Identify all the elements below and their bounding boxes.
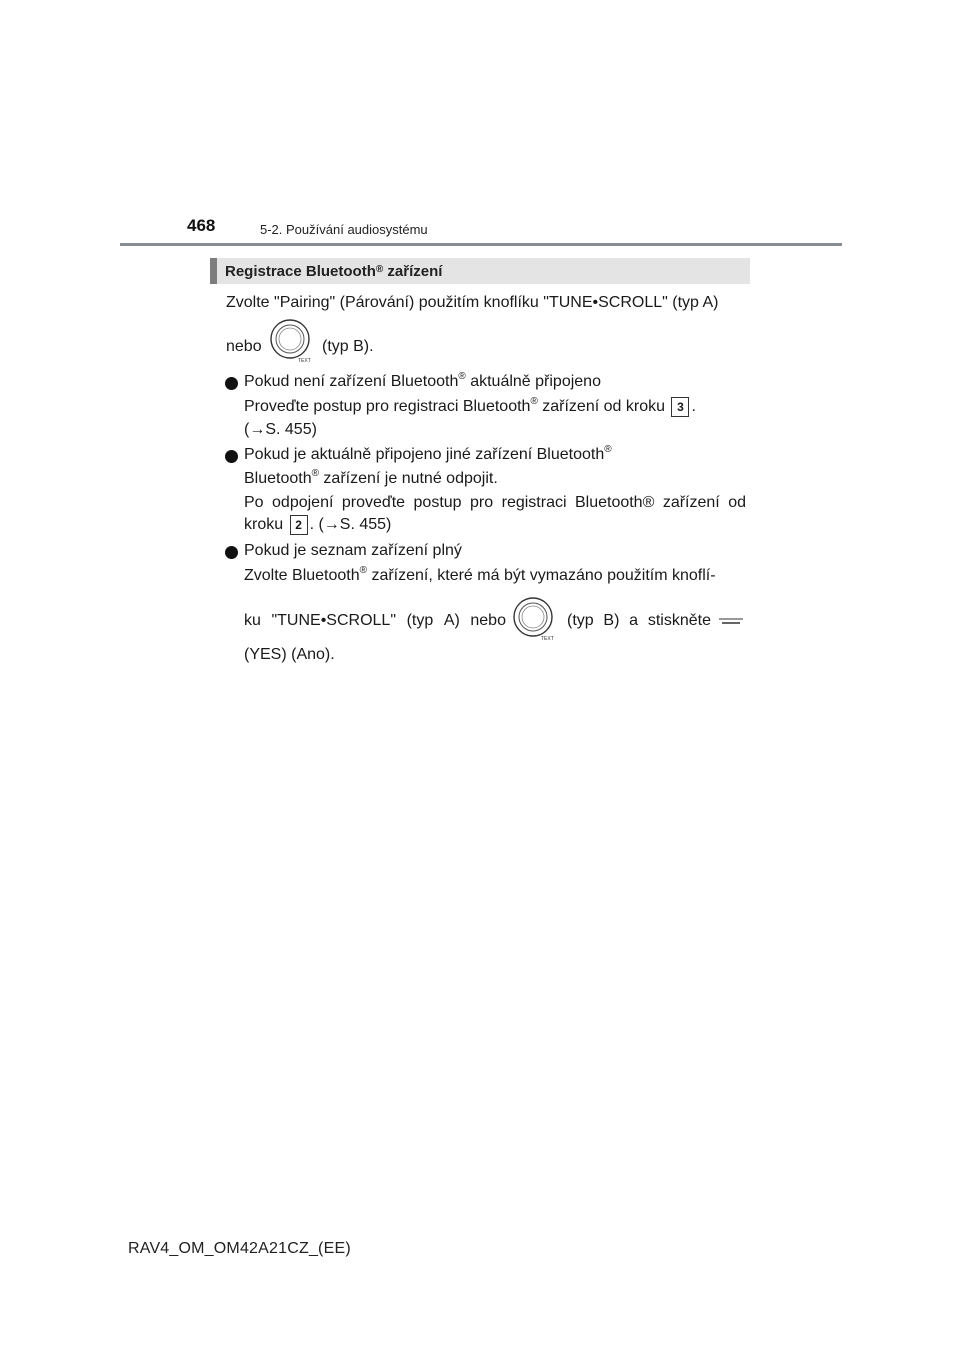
step-3-box: 3 <box>671 397 689 417</box>
bullet-3-line-3b: (typ B) a stiskněte <box>567 612 711 629</box>
bullet-2-line-4: kroku 2 . (→S. 455) <box>244 516 392 534</box>
bullet-1-dot <box>225 377 238 390</box>
bullet-1-title: Pokud není zařízení Bluetooth® aktuálně připojeno <box>244 370 601 390</box>
section-title: 5-2. Používání audiosystému <box>260 222 428 237</box>
intro-typ-b: (typ B). <box>322 338 374 355</box>
page-number: 468 <box>187 216 216 235</box>
bullet-3-line-4: (YES) (Ano). <box>244 646 335 663</box>
bullet-2-line-2: Bluetooth® zařízení je nutné odpojit. <box>244 467 498 487</box>
tune-knob-icon-2 <box>513 596 557 640</box>
heading-suffix: zařízení <box>383 262 443 280</box>
bullet-3-title: Pokud je seznam zařízení plný <box>244 542 462 559</box>
knob-label: TEXT <box>298 358 311 362</box>
step-2-box: 2 <box>290 515 308 535</box>
section-heading: Registrace Bluetooth ® zařízení <box>210 258 750 284</box>
bullet-3-dot <box>225 546 238 559</box>
bullet-3-line-2: Zvolte Bluetooth® zařízení, které má být vymazáno použitím knoflí- <box>244 564 716 584</box>
intro-text: Zvolte "Pairing" (Párování) použitím knoflíku "TUNE•SCROLL" (typ A) <box>226 294 719 311</box>
bullet-3-line-3a: ku "TUNE•SCROLL" (typ A) nebo <box>244 612 506 629</box>
heading-text: Registrace Bluetooth <box>225 262 376 280</box>
intro-nebo: nebo <box>226 338 262 355</box>
intro-line-1 <box>226 294 746 312</box>
header-rule <box>120 243 842 246</box>
bullet-2-line-3: Po odpojení proveďte postup pro registraci Bluetooth® zařízení od <box>244 494 746 511</box>
bullet-1-text: Proveďte postup pro registraci Bluetooth® zařízení od kroku 3 . <box>244 395 696 416</box>
bullet-1-ref: (→S. 455) <box>244 421 317 438</box>
footer-doc-code: RAV4_OM_OM42A21CZ_(EE) <box>128 1240 351 1257</box>
knob-label-2: TEXT <box>541 636 554 640</box>
tune-knob-icon <box>270 318 314 362</box>
bullet-2-dot <box>225 450 238 463</box>
bullet-2-title: Pokud je aktuálně připojeno jiné zařízení Bluetooth® <box>244 443 612 463</box>
yes-button-icon <box>718 617 744 629</box>
